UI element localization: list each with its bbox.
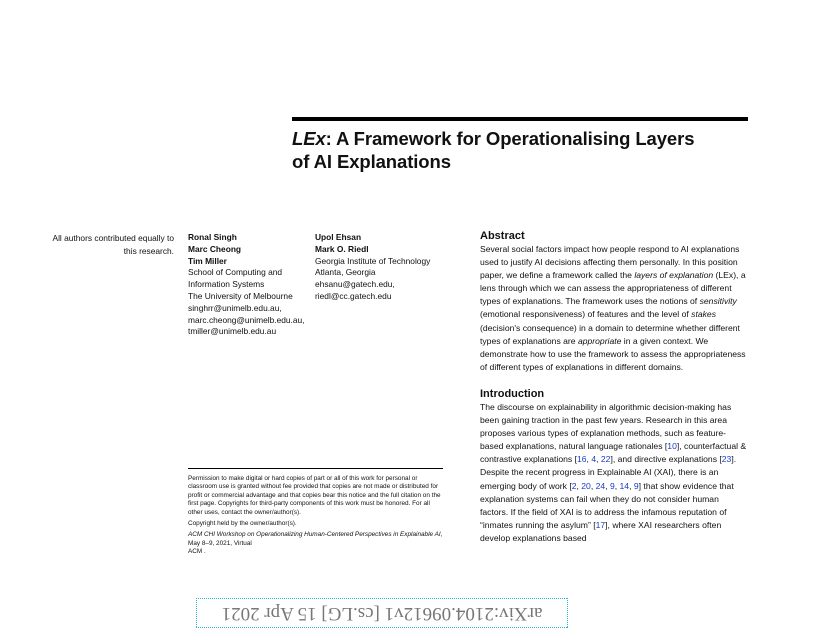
arxiv-stamp[interactable]: arXiv:2104.09612v1 [cs.LG] 15 Apr 2021 (196, 598, 568, 628)
citation-link[interactable]: 14 (619, 480, 630, 491)
citation-link[interactable]: 9 (609, 480, 615, 491)
author-email: singhrr@unimelb.edu.au, (188, 302, 282, 313)
permission-block (188, 468, 443, 560)
introduction-text: The discourse on explainability in algorithmic decision-making has been gaining traction in the past few years. Research in this area proposes various types of explanation methods, such as feature-based explanations, natural language rationales [10], counterfactual & contrastive explanations [16, 4, 22], and directive explanations [23]. Despite the recent progress in Explainable AI (XAI), there is an emerging body of work [2, 20, 24, 9, 14, 9] that show evidence that explanation systems can fail when they do not consider human factors. If the field of XAI is to address the infamous reputation of “inmates running the asylum” [17], where XAI researchers often develop explanations based (480, 401, 747, 543)
venue-date: , May 8–9, 2021, Virtual (188, 531, 443, 547)
venue-text (188, 531, 443, 556)
author-name: Marc Cheong (188, 243, 242, 254)
author-email: ehsanu@gatech.edu, (315, 279, 395, 290)
citation-link[interactable]: 23 (721, 454, 732, 465)
author-email: marc.cheong@unimelb.edu.au, (188, 314, 305, 325)
title-lex: LEx (292, 128, 326, 149)
author-name: Mark O. Riedl (315, 243, 369, 254)
author-name: Upol Ehsan (315, 232, 362, 242)
citation-link[interactable]: 9 (633, 480, 639, 491)
citation-link[interactable]: 22 (600, 454, 611, 465)
paper-title (292, 127, 742, 173)
citation-link[interactable]: 16 (576, 454, 587, 465)
title-line1: : A Framework for Operationalising Layers (325, 128, 695, 149)
citation-link[interactable]: 20 (581, 480, 591, 491)
copyright-text: Copyright held by the owner/author(s). (188, 520, 297, 528)
author-name: Ronal Singh (188, 232, 237, 242)
abstract-heading: Abstract (480, 230, 525, 242)
author-block-right (315, 232, 465, 303)
author-email: tmiller@unimelb.edu.au (188, 326, 277, 337)
author-block-left (188, 232, 313, 338)
affiliation-line: Atlanta, Georgia (315, 267, 376, 278)
abstract-text: Several social factors impact how people respond to AI explanations used to justify AI decisions affecting them personally. In this position paper, we define a framework called the layers of explanation (LEx), a lens through which we can assess the appropriateness of different types of explanations. The framework uses the notions of sensitivity (emotional responsiveness) of features and the level of stakes (decision's consequence) in a domain to determine whether different types of explanations are appropriate in a given context. We demonstrate how to use the framework to assess the appropriateness of different types of explanations in different domains. (480, 244, 746, 372)
author-name: Tim Miller (188, 255, 227, 266)
acm-text: ACM . (188, 548, 206, 556)
affiliation-line: The University of Melbourne (188, 290, 293, 301)
citation-link[interactable]: 24 (595, 480, 606, 491)
citation-link[interactable]: 10 (667, 441, 677, 452)
venue-name: ACM CHI Workshop on Operationalizing Human-Centered Perspectives in Explainable AI (188, 531, 441, 539)
affiliation-line: Information Systems (188, 279, 265, 290)
title-line2: of AI Explanations (292, 151, 451, 172)
affiliation-line: Georgia Institute of Technology (315, 255, 431, 266)
citation-link[interactable]: 4 (591, 454, 597, 465)
author-email: riedl@cc.gatech.edu (315, 290, 392, 301)
citation-link[interactable]: 17 (595, 519, 606, 530)
citation-link[interactable]: 2 (571, 480, 577, 491)
affiliation-line: School of Computing and (188, 267, 283, 278)
title-rule (292, 117, 748, 121)
equal-contribution-note: All authors contributed equally to this research. (52, 233, 174, 256)
right-column (480, 229, 748, 545)
introduction-heading: Introduction (480, 387, 545, 400)
permission-text: Permission to make digital or hard copies of part or all of this work for personal or classroom use is granted without fee provided that copies are not made or distributed for profit or commercial advantage and that copies bear this notice and the full citation on the first page. Copyrights for third-party components of this work must be honored. For all other uses, contact the owner/author(s). (188, 475, 441, 516)
